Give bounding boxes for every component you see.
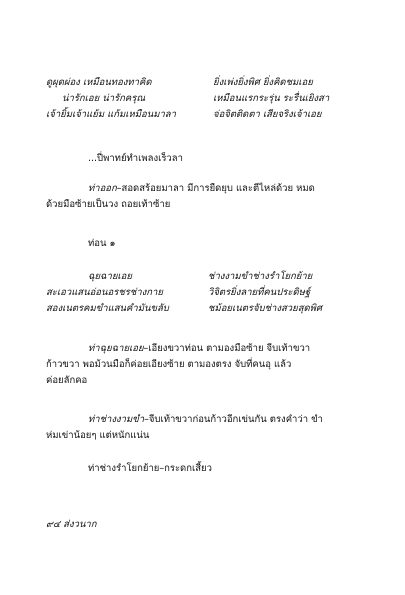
changngam-paragraph-line-2: ห่มเข่าน้อยๆ แต่หนักแน่น <box>46 430 150 441</box>
changngam-lead: ท่าช่างงามขำ <box>88 414 145 425</box>
page-footer: ๙๔ ส่งวนาก <box>46 519 97 530</box>
exit-text-1: –สอดสร้อยมาลา มีการยืดยุบ และตีไหล่ด้วย หมด <box>116 183 315 194</box>
verse1-left-1: ดูผุดผ่อง เหมือนทองทาคิด <box>46 77 152 88</box>
chuichai-paragraph-line-3: ค่อยลักคอ <box>46 375 88 386</box>
verse1-right-2: เหมือนแรกระรุ่น ระรื่นเยิงสา <box>213 93 330 104</box>
chuichai-paragraph-line-1 <box>88 342 310 355</box>
exit-paragraph-line-2: ด้วยมือซ้ายเป็นวง ถอยเท้าซ้าย <box>46 199 171 210</box>
chuichai-text-1: –เอียงขวาท่อน ตามองมือซ้าย จีบเท้าขวา <box>143 343 311 354</box>
verse1-left-2: น่ารักเอย น่ารักครุณ <box>62 93 146 104</box>
verse2-left-3: สองเนตรคมขำแสนคำมันขลับ <box>46 303 169 314</box>
chuichai-lead: ท่าฉุยฉายเอย <box>88 343 144 354</box>
changngam-paragraph-line-1 <box>88 413 323 426</box>
section-heading: ท่อน ๑ <box>88 238 116 249</box>
exit-lead: ท่าออก <box>88 183 117 194</box>
last-paragraph: ท่าช่างรำโยกย้าย–กระดกเสี้ยว <box>88 463 212 474</box>
verse2-left-1: ฉุยฉายเอย <box>88 271 132 282</box>
verse1-left-3: เจ้ายิ้มเจ้าแย้ม แก้มเหมือนมาลา <box>46 109 176 120</box>
verse2-right-3: ชม้อยเนตรจับช่างสวยสุดพิศ <box>208 303 322 314</box>
exit-paragraph-line-1 <box>88 182 315 195</box>
verse2-right-1: ช่างงามขำช่างรำโยกย้าย <box>208 271 313 282</box>
chuichai-paragraph-line-2: ก้าวขวา พอม้วนมือก็ค่อยเอียงซ้าย ตามองตรง จับที่คนอุ แล้ว <box>46 359 292 370</box>
verse1-right-1: ยิ่งเพ่งยิ่งพิศ ยิ่งคิดชมเอย <box>213 77 313 88</box>
verse2-left-2: สะเอวแสนอ่อนอรชรช่างกาย <box>46 287 163 298</box>
changngam-text-1: –จีบเท้าขวาก่อนก้าวอีกเข่นกัน ตรงคำว่า ขำ <box>144 414 323 425</box>
verse1-right-3: จ่อจิตติดตา เสียจริงเจ้าเอย <box>213 109 322 120</box>
verse2-right-2: วิจิตรยิ่งลายที่คนประดิษฐ์ <box>208 287 311 298</box>
music-paragraph: ...ปี่พาทย์ทำเพลงเร็วลา <box>88 153 183 164</box>
